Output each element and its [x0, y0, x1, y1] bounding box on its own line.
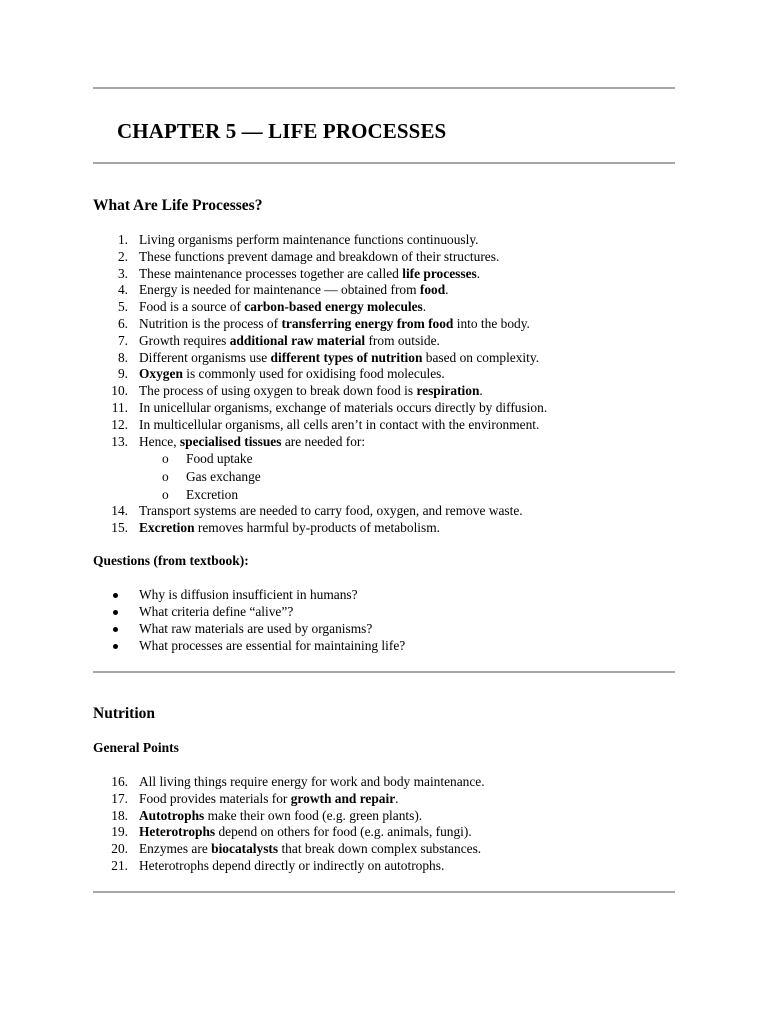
item-text-plain: .: [422, 299, 427, 315]
question-text: Why is diffusion insufficient in humans?: [139, 587, 358, 602]
item-text: [139, 249, 499, 266]
list-item: [93, 520, 675, 537]
item-number: 14.: [111, 503, 128, 519]
list-item: [93, 434, 675, 451]
item-text: [139, 858, 444, 875]
item-text-plain: Nutrition is the process of: [139, 315, 282, 331]
item-text-plain: based on complexity.: [422, 349, 540, 365]
item-text-plain: depend on others for food (e.g. animals, fungi).: [215, 824, 472, 840]
item-text-bold: carbon-based energy molecules: [244, 299, 423, 315]
questions-list: [93, 586, 675, 654]
bullet-icon: [113, 627, 118, 632]
item-text-plain: is commonly used for oxidising food molecules.: [182, 366, 445, 382]
sub-list-item: [93, 468, 675, 486]
item-number: 18.: [111, 807, 128, 823]
item-text-bold: Heterotrophs: [139, 824, 216, 840]
list-item: [93, 503, 675, 520]
item-text-plain: Transport systems are needed to carry food, oxygen, and remove waste.: [139, 503, 523, 519]
list-item: [93, 841, 675, 858]
item-number: 5.: [117, 299, 128, 315]
sub-item-text: Gas exchange: [186, 468, 261, 484]
question-text: What criteria define “alive”?: [139, 604, 294, 619]
item-text: [139, 333, 440, 350]
item-text-plain: Growth requires: [139, 332, 230, 348]
list-item: [93, 232, 675, 249]
circle-bullet-icon: o: [162, 468, 169, 484]
item-text-plain: .: [445, 282, 449, 298]
item-text: [139, 316, 530, 333]
list-item: [93, 791, 675, 808]
item-text: [139, 841, 481, 858]
list-item: [93, 266, 675, 283]
item-number: 4.: [117, 282, 128, 298]
item-text: [139, 417, 539, 434]
item-text-plain: Energy is needed for maintenance — obtained from: [139, 282, 420, 298]
sub-item-text: Food uptake: [186, 451, 253, 467]
item-text: [139, 774, 485, 791]
horizontal-rule: [93, 671, 675, 673]
item-text-plain: that break down complex substances.: [278, 841, 482, 857]
item-number: 12.: [111, 416, 128, 432]
list-item: [93, 282, 675, 299]
list-item: [93, 808, 675, 825]
section-heading-nutrition: Nutrition: [93, 705, 155, 722]
item-number: 16.: [111, 774, 128, 789]
item-text-plain: .: [479, 383, 483, 399]
list-item: [93, 299, 675, 316]
item-number: 20.: [111, 841, 128, 857]
bullet-icon: [113, 644, 118, 649]
question-text: What processes are essential for maintaining life?: [139, 638, 406, 653]
item-text-plain: Food is a source of: [139, 299, 245, 315]
question-text: What raw materials are used by organisms?: [139, 621, 373, 636]
item-text-plain: Hence,: [139, 433, 180, 449]
item-number: 8.: [117, 349, 128, 365]
list-item: [93, 417, 675, 434]
item-text: [139, 791, 399, 808]
item-number: 1.: [117, 232, 128, 247]
nutrition-list: [93, 774, 675, 875]
list-item: [93, 333, 675, 350]
item-text: [139, 266, 480, 283]
item-text-bold: Autotrophs: [139, 807, 205, 823]
sub-list-item: [93, 450, 675, 468]
item-text-bold: respiration: [416, 383, 480, 399]
item-text: [139, 383, 483, 400]
list-item: [93, 774, 675, 791]
item-text-plain: In unicellular organisms, exchange of materials occurs directly by diffusion.: [139, 399, 548, 415]
nutrition-subheading: General Points: [93, 740, 179, 755]
list-item: [93, 383, 675, 400]
item-text-bold: life processes: [402, 265, 477, 281]
item-number: 7.: [117, 332, 128, 348]
item-text-plain: Living organisms perform maintenance functions continuously.: [139, 232, 479, 247]
item-number: 13.: [111, 433, 128, 449]
list-item: [93, 858, 675, 875]
item-text: [139, 520, 440, 537]
item-text-plain: .: [476, 265, 481, 281]
item-number: 21.: [111, 857, 128, 873]
item-text: [139, 400, 547, 417]
item-text-bold: Oxygen: [139, 366, 183, 382]
item-text: [139, 232, 479, 249]
horizontal-rule: [93, 891, 675, 893]
item-number: 10.: [111, 383, 128, 399]
item-text-plain: Enzymes are: [139, 841, 212, 857]
item-text-bold: Excretion: [139, 519, 195, 535]
item-text-plain: These maintenance processes together are called: [139, 265, 403, 281]
section-heading-life-processes: What Are Life Processes?: [93, 197, 263, 214]
list-item: [93, 249, 675, 266]
item-text-bold: different types of nutrition: [270, 349, 423, 365]
question-item: [93, 637, 675, 654]
item-text-plain: Food provides materials for: [139, 790, 291, 806]
item-text-plain: These functions prevent damage and breakdown of their structures.: [139, 248, 500, 264]
item-text-bold: additional raw material: [229, 332, 366, 348]
item-text-plain: from outside.: [365, 332, 440, 348]
item-text-plain: In multicellular organisms, all cells aren’t in contact with the environment.: [139, 416, 540, 432]
horizontal-rule: [93, 162, 675, 164]
list-item: [93, 366, 675, 383]
horizontal-rule: [93, 87, 675, 89]
item-text: [139, 299, 426, 316]
item-text: [139, 350, 539, 367]
question-item: [93, 620, 675, 637]
item-number: 17.: [111, 790, 128, 806]
item-text-bold: transferring energy from food: [281, 315, 454, 331]
item-text: [139, 808, 422, 825]
sub-list-item: [93, 486, 675, 504]
chapter-title: CHAPTER 5 — LIFE PROCESSES: [117, 119, 447, 143]
item-text-plain: All living things require energy for work and body maintenance.: [139, 774, 485, 789]
circle-bullet-icon: o: [162, 451, 169, 467]
item-text: [139, 282, 449, 299]
question-item: [93, 586, 675, 603]
item-number: 11.: [111, 399, 128, 415]
item-text: [139, 503, 523, 520]
list-item: [93, 400, 675, 417]
item-text-plain: are needed for:: [281, 433, 366, 449]
item-text-bold: biocatalysts: [211, 841, 279, 857]
item-text: [139, 824, 472, 841]
bullet-icon: [113, 593, 118, 598]
circle-bullet-icon: o: [162, 486, 169, 502]
list-item: [93, 824, 675, 841]
item-text-bold: food: [419, 282, 446, 298]
item-text-plain: make their own food (e.g. green plants).: [204, 807, 423, 823]
item-text-plain: Heterotrophs depend directly or indirectly on autotrophs.: [139, 857, 445, 873]
life-processes-list: [93, 232, 675, 537]
item-text-bold: growth and repair: [290, 790, 396, 806]
item-number: 2.: [117, 248, 128, 264]
item-text: [139, 366, 445, 383]
bullet-icon: [113, 610, 118, 615]
sub-item-text: Excretion: [186, 486, 239, 502]
item-number: 9.: [117, 366, 128, 382]
list-item: [93, 316, 675, 333]
item-text-bold: specialised tissues: [179, 433, 282, 449]
item-text-plain: into the body.: [453, 315, 530, 331]
question-item: [93, 603, 675, 620]
item-text-plain: removes harmful by-products of metabolism.: [194, 519, 440, 535]
questions-heading: Questions (from textbook):: [93, 553, 249, 568]
item-text-plain: .: [395, 790, 399, 806]
item-text-plain: Different organisms use: [139, 349, 271, 365]
list-item: [93, 350, 675, 367]
item-number: 3.: [117, 265, 128, 281]
item-text-plain: The process of using oxygen to break down food is: [139, 383, 417, 399]
item-text: [139, 434, 365, 451]
item-number: 19.: [111, 824, 128, 840]
item-number: 6.: [117, 315, 128, 331]
item-number: 15.: [111, 519, 128, 535]
